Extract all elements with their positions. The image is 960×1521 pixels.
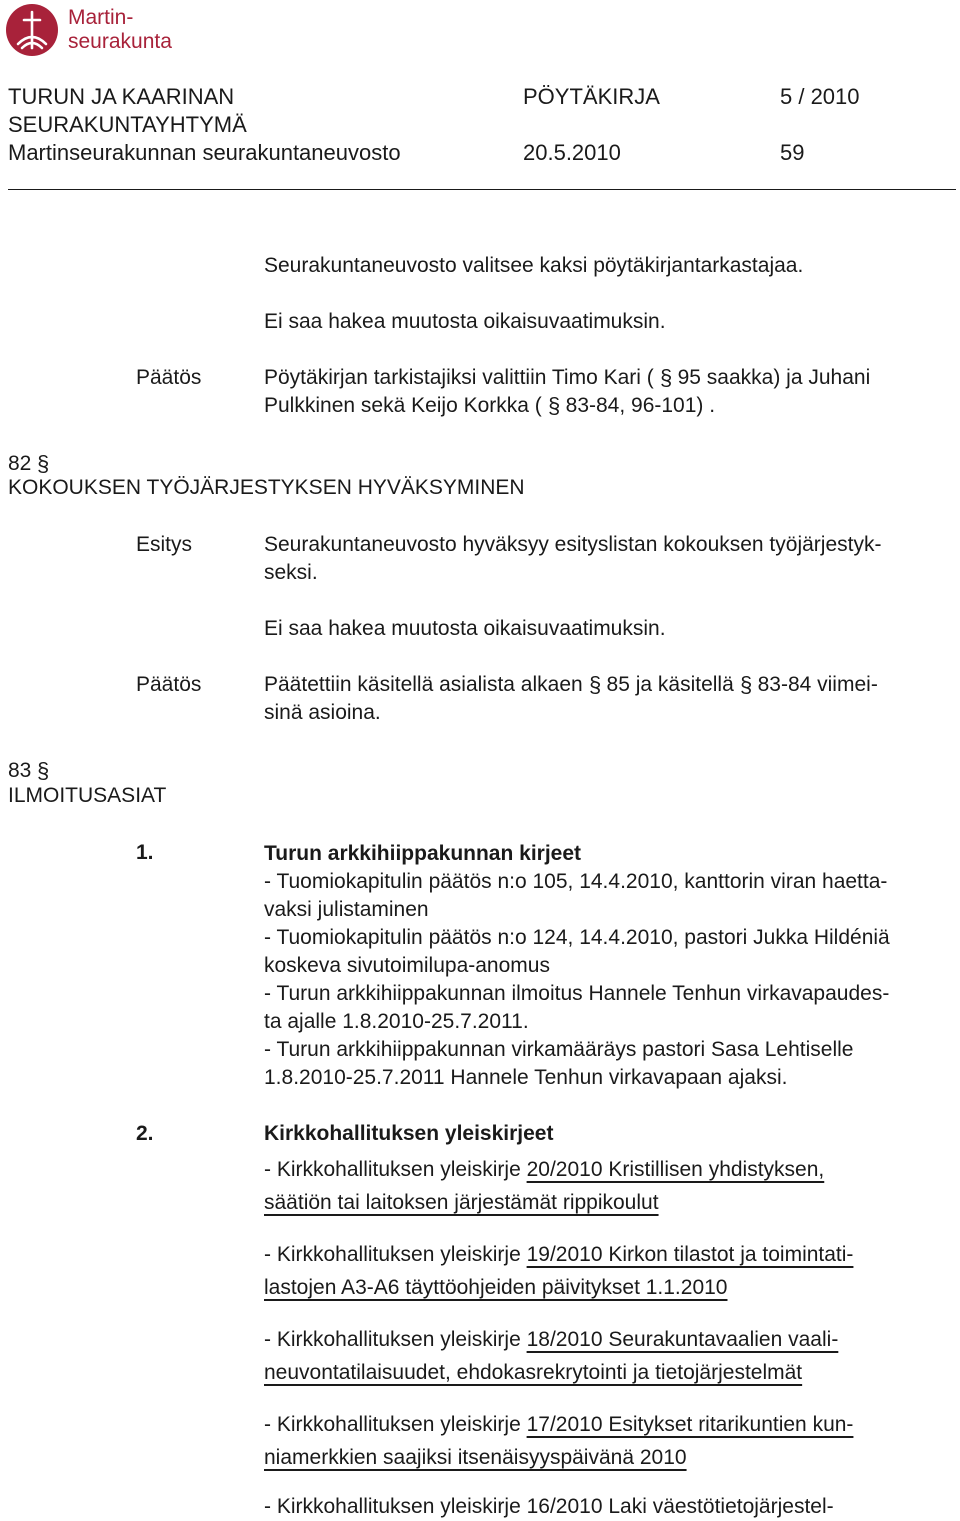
s82-proposal-line-2: seksi. [264, 561, 318, 584]
section-sign-icon [587, 671, 601, 697]
item-1-number: 1. [136, 841, 154, 864]
org-name-line-1: TURUN JA KAARINAN [8, 84, 235, 109]
logo-line-2: seurakunta [68, 30, 172, 53]
meeting-date: 20.5.2010 [523, 140, 621, 165]
section-83-title: ILMOITUSASIAT [8, 784, 167, 807]
letter-5-prefix: - Kirkkohallituksen yleiskirje [264, 1495, 527, 1518]
top-decision-part-3: Pulkkinen sekä Keijo Korkka ( [264, 394, 542, 417]
item-1-title: Turun arkkihiippakunnan kirjeet [264, 842, 582, 865]
section-82-num: 82 [8, 452, 32, 475]
item-1-line-6: ta ajalle 1.8.2010-25.7.2011. [264, 1010, 529, 1033]
item-2-title: Kirkkohallituksen yleiskirjeet [264, 1122, 554, 1145]
section-sign-icon [738, 671, 752, 697]
s82-decision-text [264, 671, 958, 727]
svg-text:§: § [37, 758, 50, 783]
item-1-line-8: 1.8.2010-25.7.2011 Hannele Tenhun virkavapaan ajaksi. [264, 1066, 788, 1089]
section-sign-icon [546, 392, 560, 418]
section-82-number [8, 450, 49, 478]
top-decision-text [264, 364, 958, 420]
martinseurakunta-logo [6, 4, 191, 56]
item-1-line-3: - Tuomiokapitulin päätös n:o 124, 14.4.2010, pastori Jukka Hildéniä [264, 926, 890, 949]
letter-5 [264, 1493, 958, 1521]
letter-3 [264, 1323, 958, 1389]
letter-4-title-line-2: niamerkkien saajiksi itsenäisyyspäivänä 2010 [264, 1446, 687, 1469]
letter-2-title-line-2: lastojen A3-A6 täyttöohjeiden päivitykset 1.1.2010 [264, 1276, 728, 1299]
letter-4-title-line-1: 17/2010 Esitykset ritarikuntien kun- [526, 1413, 854, 1436]
item-1-block [264, 840, 958, 1092]
s82-decision-line-2: sinä asioina. [264, 701, 381, 724]
section-sign-icon [35, 450, 49, 476]
s82-decision-part-2: 85 ja käsitellä [600, 673, 734, 696]
s82-proposal-line-1: Seurakuntaneuvosto hyväksyy esityslistan kokouksen työjärjestyk- [264, 533, 882, 556]
svg-text:§: § [37, 451, 50, 476]
section-sign-icon [35, 757, 49, 783]
top-line-1: Seurakuntaneuvosto valitsee kaksi pöytäkirjantarkastajaa. [264, 254, 804, 277]
letter-3-prefix: - Kirkkohallituksen yleiskirje [264, 1328, 527, 1351]
item-1-line-2: vaksi julistaminen [264, 898, 429, 921]
header-divider [8, 189, 956, 190]
item-1-line-4: koskeva sivutoimilupa-anomus [264, 954, 550, 977]
letter-2 [264, 1238, 958, 1304]
letter-1-prefix: - Kirkkohallituksen yleiskirje [264, 1158, 527, 1181]
item-2-number: 2. [136, 1122, 154, 1145]
letter-1-title-line-2: säätiön tai laitoksen järjestämät rippikoulut [264, 1191, 659, 1214]
s82-proposal-text [264, 531, 958, 587]
top-decision-label: Päätös [136, 366, 202, 389]
item-1-line-5: - Turun arkkihiippakunnan ilmoitus Hannele Tenhun virkavapaudes- [264, 982, 890, 1005]
s82-no-appeal: Ei saa hakea muutosta oikaisuvaatimuksin. [264, 617, 666, 640]
svg-text:§: § [547, 393, 560, 418]
letter-4 [264, 1408, 958, 1474]
letter-3-title-line-1: 18/2010 Seurakuntavaalien vaali- [526, 1328, 839, 1351]
logo-text [68, 6, 172, 54]
top-decision-part-1: Pöytäkirjan tarkistajiksi valittiin Timo Kari ( [264, 366, 654, 389]
s82-decision-part-3: 83-84 viimei- [751, 673, 878, 696]
top-decision-part-2: 95 saakka) ja Juhani [671, 366, 871, 389]
s82-decision-part-1: Päätettiin käsitellä asialista alkaen [264, 673, 583, 696]
section-83-number [8, 757, 49, 785]
letter-1-title-line-1: 20/2010 Kristillisen yhdistyksen, [526, 1158, 825, 1181]
letter-1 [264, 1153, 958, 1219]
svg-text:§: § [588, 672, 601, 697]
s82-decision-label: Päätös [136, 673, 202, 696]
letter-3-title-line-2: neuvontatilaisuudet, ehdokasrekrytointi ja tietojärjestelmät [264, 1361, 803, 1384]
s82-proposal-label: Esitys [136, 533, 193, 556]
section-83-num: 83 [8, 759, 32, 782]
org-name-line-2: SEURAKUNTAYHTYMÄ [8, 112, 247, 137]
top-no-appeal: Ei saa hakea muutosta oikaisuvaatimuksin. [264, 310, 666, 333]
letter-2-title-line-1: 19/2010 Kirkon tilastot ja toimintati- [526, 1243, 854, 1266]
section-sign-icon [658, 364, 672, 390]
logo-line-1: Martin- [68, 6, 134, 29]
top-decision-part-4: 83-84, 96-101) . [559, 394, 716, 417]
svg-text:§: § [659, 365, 672, 390]
doc-number: 5 / 2010 [780, 84, 860, 109]
letter-2-prefix: - Kirkkohallituksen yleiskirje [264, 1243, 527, 1266]
item-1-line-7: - Turun arkkihiippakunnan virkamääräys pastori Sasa Lehtiselle [264, 1038, 854, 1061]
doc-type: PÖYTÄKIRJA [523, 84, 660, 109]
svg-text:§: § [739, 672, 752, 697]
page-number: 59 [780, 140, 805, 165]
body-name: Martinseurakunnan seurakuntaneuvosto [8, 140, 401, 165]
church-cross-icon [6, 4, 58, 56]
letter-5-title-line-1: 16/2010 Laki väestötietojärjestel- [526, 1495, 834, 1518]
section-82-title: KOKOUKSEN TYÖJÄRJESTYKSEN HYVÄKSYMINEN [8, 476, 525, 499]
letter-4-prefix: - Kirkkohallituksen yleiskirje [264, 1413, 527, 1436]
item-1-line-1: - Tuomiokapitulin päätös n:o 105, 14.4.2010, kanttorin viran haetta- [264, 870, 888, 893]
